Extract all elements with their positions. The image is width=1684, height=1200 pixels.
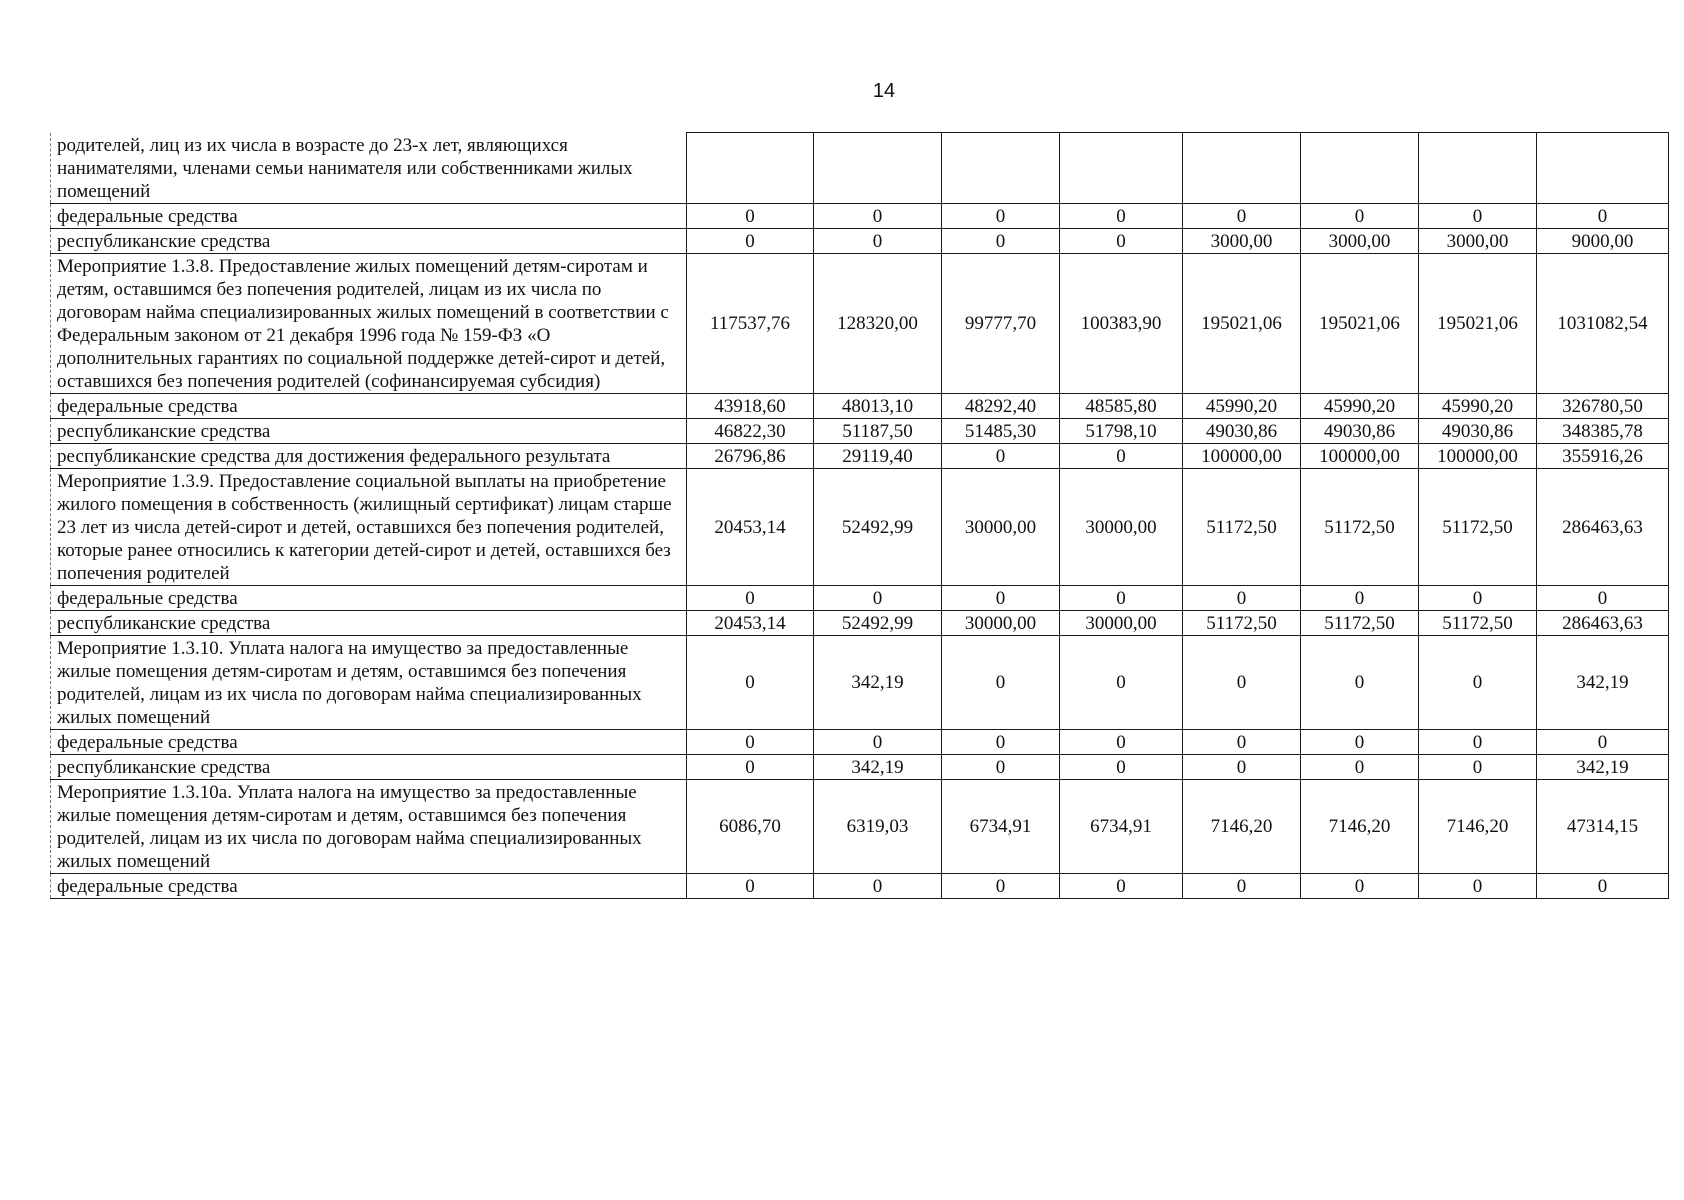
amount-cell: 30000,00 xyxy=(942,610,1060,635)
amount-cell: 0 xyxy=(687,873,814,898)
funding-source-row xyxy=(51,393,1669,418)
amount-cell: 0 xyxy=(1060,635,1183,729)
amount-cell xyxy=(1419,133,1537,204)
amount-cell: 0 xyxy=(1183,729,1301,754)
funding-source-row xyxy=(51,610,1669,635)
amount-cell: 0 xyxy=(1301,585,1419,610)
amount-cell: 0 xyxy=(687,754,814,779)
amount-cell: 0 xyxy=(1060,443,1183,468)
amount-cell xyxy=(1183,133,1301,204)
amount-cell: 46822,30 xyxy=(687,418,814,443)
amount-cell: 0 xyxy=(687,635,814,729)
activity-description: Мероприятие 1.3.8. Предоставление жилых помещений детям-сиротам и детям, оставшимся без попечения родителей, лицам из их числа по договорам найма специализированных жилых помещений в соответствии с Федеральным законом от 21 декабря 1996 года № 159-ФЗ «О дополнительных гарантиях по социальной поддержке детей-сирот и детей, оставшихся без попечения родителей (софинансируемая субсидия) xyxy=(51,253,687,393)
amount-cell: 0 xyxy=(942,873,1060,898)
amount-cell: 0 xyxy=(942,754,1060,779)
amount-cell: 51172,50 xyxy=(1183,610,1301,635)
table-body xyxy=(51,133,1669,899)
amount-cell: 45990,20 xyxy=(1183,393,1301,418)
amount-cell: 0 xyxy=(1301,729,1419,754)
amount-cell: 195021,06 xyxy=(1419,253,1537,393)
amount-cell: 100383,90 xyxy=(1060,253,1183,393)
amount-cell: 0 xyxy=(687,228,814,253)
amount-cell: 326780,50 xyxy=(1537,393,1669,418)
amount-cell: 342,19 xyxy=(814,635,942,729)
amount-cell: 0 xyxy=(814,228,942,253)
amount-cell: 0 xyxy=(942,443,1060,468)
amount-cell: 51172,50 xyxy=(1419,468,1537,585)
funding-source-label: федеральные средства xyxy=(51,729,687,754)
amount-cell: 342,19 xyxy=(1537,754,1669,779)
activity-row xyxy=(51,253,1669,393)
amount-cell: 99777,70 xyxy=(942,253,1060,393)
amount-cell: 0 xyxy=(1537,729,1669,754)
amount-cell: 29119,40 xyxy=(814,443,942,468)
amount-cell: 48585,80 xyxy=(1060,393,1183,418)
funding-source-row xyxy=(51,228,1669,253)
amount-cell: 0 xyxy=(1301,203,1419,228)
amount-cell: 0 xyxy=(1183,754,1301,779)
amount-cell: 52492,99 xyxy=(814,610,942,635)
amount-cell: 51187,50 xyxy=(814,418,942,443)
amount-cell: 7146,20 xyxy=(1301,779,1419,873)
amount-cell: 51172,50 xyxy=(1183,468,1301,585)
funding-source-label: республиканские средства xyxy=(51,228,687,253)
funding-source-row xyxy=(51,418,1669,443)
amount-cell xyxy=(1301,133,1419,204)
amount-cell: 20453,14 xyxy=(687,468,814,585)
amount-cell: 51172,50 xyxy=(1301,610,1419,635)
funding-source-row xyxy=(51,585,1669,610)
amount-cell: 0 xyxy=(1060,585,1183,610)
amount-cell: 48292,40 xyxy=(942,393,1060,418)
amount-cell: 6734,91 xyxy=(1060,779,1183,873)
page-number: 14 xyxy=(872,80,896,102)
amount-cell: 0 xyxy=(1419,729,1537,754)
amount-cell: 0 xyxy=(1183,585,1301,610)
amount-cell: 30000,00 xyxy=(1060,610,1183,635)
activity-description: Мероприятие 1.3.10. Уплата налога на имущество за предоставленные жилые помещения детям-сиротам и детям, оставшимся без попечения родителей, лицам из их числа по договорам найма специализированных жилых помещений xyxy=(51,635,687,729)
amount-cell: 0 xyxy=(1060,729,1183,754)
amount-cell: 26796,86 xyxy=(687,443,814,468)
amount-cell: 6086,70 xyxy=(687,779,814,873)
amount-cell: 286463,63 xyxy=(1537,610,1669,635)
amount-cell: 3000,00 xyxy=(1419,228,1537,253)
funding-source-label: республиканские средства xyxy=(51,610,687,635)
funding-source-label: федеральные средства xyxy=(51,873,687,898)
activity-description: Мероприятие 1.3.9. Предоставление социальной выплаты на приобретение жилого помещения в собственность (жилищный сертификат) лицам старше 23 лет из числа детей-сирот и детей, оставшихся без попечения родителей, которые ранее относились к категории детей-сирот и детей, оставшихся без попечения родителей xyxy=(51,468,687,585)
amount-cell: 195021,06 xyxy=(1183,253,1301,393)
amount-cell: 0 xyxy=(1183,635,1301,729)
amount-cell: 45990,20 xyxy=(1419,393,1537,418)
amount-cell: 0 xyxy=(1183,873,1301,898)
activity-row xyxy=(51,635,1669,729)
funding-source-row xyxy=(51,729,1669,754)
funding-table xyxy=(50,132,1669,899)
amount-cell: 0 xyxy=(1060,873,1183,898)
amount-cell: 48013,10 xyxy=(814,393,942,418)
amount-cell: 9000,00 xyxy=(1537,228,1669,253)
amount-cell xyxy=(942,133,1060,204)
amount-cell: 30000,00 xyxy=(942,468,1060,585)
funding-source-row xyxy=(51,754,1669,779)
amount-cell: 1031082,54 xyxy=(1537,253,1669,393)
amount-cell: 0 xyxy=(814,585,942,610)
amount-cell: 286463,63 xyxy=(1537,468,1669,585)
funding-source-label: республиканские средства для достижения федерального результата xyxy=(51,443,687,468)
amount-cell: 195021,06 xyxy=(1301,253,1419,393)
amount-cell: 0 xyxy=(1060,754,1183,779)
amount-cell xyxy=(1060,133,1183,204)
amount-cell: 348385,78 xyxy=(1537,418,1669,443)
amount-cell xyxy=(687,133,814,204)
amount-cell: 45990,20 xyxy=(1301,393,1419,418)
amount-cell xyxy=(814,133,942,204)
amount-cell: 0 xyxy=(1419,873,1537,898)
amount-cell: 0 xyxy=(1419,754,1537,779)
amount-cell: 6734,91 xyxy=(942,779,1060,873)
funding-source-row xyxy=(51,203,1669,228)
funding-source-label: федеральные средства xyxy=(51,203,687,228)
amount-cell: 0 xyxy=(1537,585,1669,610)
amount-cell: 342,19 xyxy=(1537,635,1669,729)
activity-row xyxy=(51,468,1669,585)
amount-cell: 0 xyxy=(687,203,814,228)
amount-cell: 51485,30 xyxy=(942,418,1060,443)
activity-description: родителей, лиц из их числа в возрасте до 23-х лет, являющихся нанимателями, членами семьи нанимателя или собственниками жилых помещений xyxy=(51,133,687,204)
amount-cell: 52492,99 xyxy=(814,468,942,585)
funding-source-row xyxy=(51,873,1669,898)
amount-cell: 0 xyxy=(1183,203,1301,228)
funding-source-label: федеральные средства xyxy=(51,585,687,610)
amount-cell: 0 xyxy=(1060,228,1183,253)
amount-cell: 51172,50 xyxy=(1301,468,1419,585)
amount-cell: 20453,14 xyxy=(687,610,814,635)
amount-cell: 0 xyxy=(1301,754,1419,779)
amount-cell: 0 xyxy=(1419,635,1537,729)
amount-cell: 0 xyxy=(687,729,814,754)
amount-cell: 0 xyxy=(814,203,942,228)
amount-cell: 7146,20 xyxy=(1419,779,1537,873)
amount-cell: 0 xyxy=(1301,873,1419,898)
amount-cell xyxy=(1537,133,1669,204)
amount-cell: 47314,15 xyxy=(1537,779,1669,873)
amount-cell: 100000,00 xyxy=(1419,443,1537,468)
amount-cell: 0 xyxy=(942,585,1060,610)
amount-cell: 7146,20 xyxy=(1183,779,1301,873)
amount-cell: 0 xyxy=(942,729,1060,754)
amount-cell: 355916,26 xyxy=(1537,443,1669,468)
amount-cell: 49030,86 xyxy=(1301,418,1419,443)
amount-cell: 49030,86 xyxy=(1419,418,1537,443)
activity-description: Мероприятие 1.3.10а. Уплата налога на имущество за предоставленные жилые помещения детям-сиротам и детям, оставшимся без попечения родителей, лицам из их числа по договорам найма специализированных жилых помещений xyxy=(51,779,687,873)
amount-cell: 3000,00 xyxy=(1301,228,1419,253)
amount-cell: 0 xyxy=(942,635,1060,729)
amount-cell: 30000,00 xyxy=(1060,468,1183,585)
amount-cell: 0 xyxy=(1060,203,1183,228)
funding-source-label: федеральные средства xyxy=(51,393,687,418)
amount-cell: 0 xyxy=(1301,635,1419,729)
funding-source-label: республиканские средства xyxy=(51,418,687,443)
amount-cell: 0 xyxy=(942,228,1060,253)
amount-cell: 0 xyxy=(1537,203,1669,228)
amount-cell: 51172,50 xyxy=(1419,610,1537,635)
activity-row xyxy=(51,779,1669,873)
amount-cell: 6319,03 xyxy=(814,779,942,873)
funding-source-label: республиканские средства xyxy=(51,754,687,779)
amount-cell: 342,19 xyxy=(814,754,942,779)
amount-cell: 51798,10 xyxy=(1060,418,1183,443)
amount-cell: 0 xyxy=(687,585,814,610)
amount-cell: 3000,00 xyxy=(1183,228,1301,253)
amount-cell: 0 xyxy=(1419,203,1537,228)
amount-cell: 100000,00 xyxy=(1301,443,1419,468)
funding-source-row xyxy=(51,443,1669,468)
amount-cell: 100000,00 xyxy=(1183,443,1301,468)
amount-cell: 43918,60 xyxy=(687,393,814,418)
amount-cell: 0 xyxy=(1419,585,1537,610)
amount-cell: 0 xyxy=(1537,873,1669,898)
amount-cell: 0 xyxy=(942,203,1060,228)
amount-cell: 0 xyxy=(814,873,942,898)
amount-cell: 0 xyxy=(814,729,942,754)
amount-cell: 117537,76 xyxy=(687,253,814,393)
activity-row xyxy=(51,133,1669,204)
amount-cell: 128320,00 xyxy=(814,253,942,393)
amount-cell: 49030,86 xyxy=(1183,418,1301,443)
